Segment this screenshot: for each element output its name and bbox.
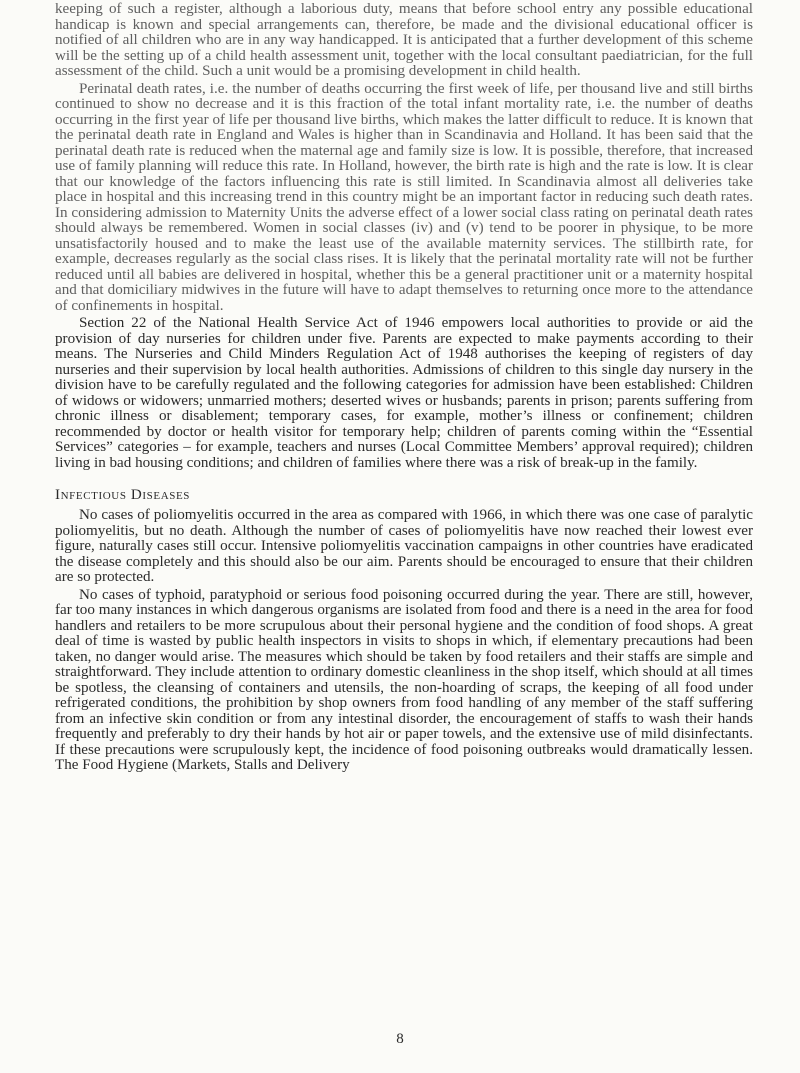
paragraph-perinatal-death-rates: Perinatal death rates, i.e. the number of deaths occurring the first week of life, per thousand live and still births continued to show no decrease and it is this fraction of the total infant mortality rate, i.e. the number of deaths occurring in the first year of life per thousand live births, which makes the latter difficult to reduce. It is known that the perinatal death rate in England and Wales is higher than in Scandinavia and Holland. It has been said that the perinatal death rate is reduced when the maternal age and family size is low. It is possible, therefore, that increased use of family planning will reduce this rate. In Holland, however, the birth rate is high and the rate is low. It is clear that our knowledge of the factors influencing this rate is still limited. In Scandinavia almost all deliveries take place in hospital and this increasing trend in this country might be an important factor in reducing such death rates. In considering admission to Maternity Units the adverse effect of a lower social class rating on perinatal death rates should always be remembered. Women in social classes (iv) and (v) tend to be poorer in physique, to be more unsatisfactorily housed and to make the least use of the available maternity services. The stillbirth rate, for example, decreases regularly as the social class rises. It is likely that the perinatal mortality rate will not be further reduced until all babies are delivered in hospital, whether this be a general practitioner unit or a maternity hospital and that domiciliary midwives in the future will have to adapt themselves to returning once more to the attendance of confinements in hospital. — [55, 80, 753, 314]
page-number: 8 — [396, 1031, 404, 1047]
paragraph-child-health-register: keeping of such a register, although a laborious duty, means that before school entry any possible educational handicap is known and special arrangements can, therefore, be made and the divisional educational officer is notified of all children who are in any way handicapped. It is anticipated that a further development of this scheme will be the setting up of a child health assessment unit, together with the local consultant paediatrician, for the full assessment of the child. Such a unit would be a promising development in child health. — [55, 1, 753, 79]
paragraph-food-poisoning: No cases of typhoid, paratyphoid or serious food poisoning occurred during the year. There are still, however, far too many instances in which dangerous organisms are isolated from food and there is a need in the area for food handlers and retailers to be more scrupulous about their personal hygiene and the condition of food shops. A great deal of time is wasted by public health inspectors in visits to shops in which, if elementary precautions had been taken, no danger would arise. The measures which should be taken by food retailers and their staffs are simple and straightforward. They include attention to ordinary domestic cleanliness in the shop itself, which should at all times be spotless, the cleansing of containers and utensils, the non-hoarding of scraps, the keeping of all food under refrigerated conditions, the prohibition by shop owners from food handling of any member of the staff suffering from an infective skin condition or from any intestinal disorder, the encouragement of staffs to wash their hands frequently and preferably to dry their hands by hot air or paper towels, and the extensive use of mild disinfectants. If these precautions were scrupulously kept, the incidence of food poisoning outbreaks would dramatically lessen. The Food Hygiene (Markets, Stalls and Delivery — [55, 586, 753, 773]
section-heading-infectious-diseases: Infectious Diseases — [55, 487, 191, 503]
paragraph-day-nurseries: Section 22 of the National Health Service Act of 1946 empowers local authorities to provide or aid the provision of day nurseries for children under five. Parents are expected to make payments according to their means. The Nurseries and Child Minders Regulation Act of 1948 authorises the keeping of registers of day nurseries and their supervision by local health authorities. Admissions of children to this single day nursery in the division have to be carefully regulated and the following categories for admission have been established: Children of widows or widowers; unmarried mothers; deserted wives or husbands; parents in prison; parents suffering from chronic illness or disablement; temporary cases, for example, mother’s illness or confinement; children recommended by doctor or health visitor for temporary help; children of parents coming within the “Essential Services” categories – for example, teachers and nurses (Local Committee Members’ approval required); children living in bad housing conditions; and children of families where there was a risk of break-up in the family. — [55, 315, 753, 471]
paragraph-poliomyelitis: No cases of poliomyelitis occurred in the area as compared with 1966, in which there was one case of paralytic poliomyelitis, but no death. Although the number of cases of poliomyelitis have now reached their lowest ever figure, naturally cases still occur. Intensive poliomyelitis vaccination campaigns in other countries have eradicated the disease completely and this should also be our aim. Parents should be encouraged to ensure that their children are so protected. — [55, 507, 753, 585]
